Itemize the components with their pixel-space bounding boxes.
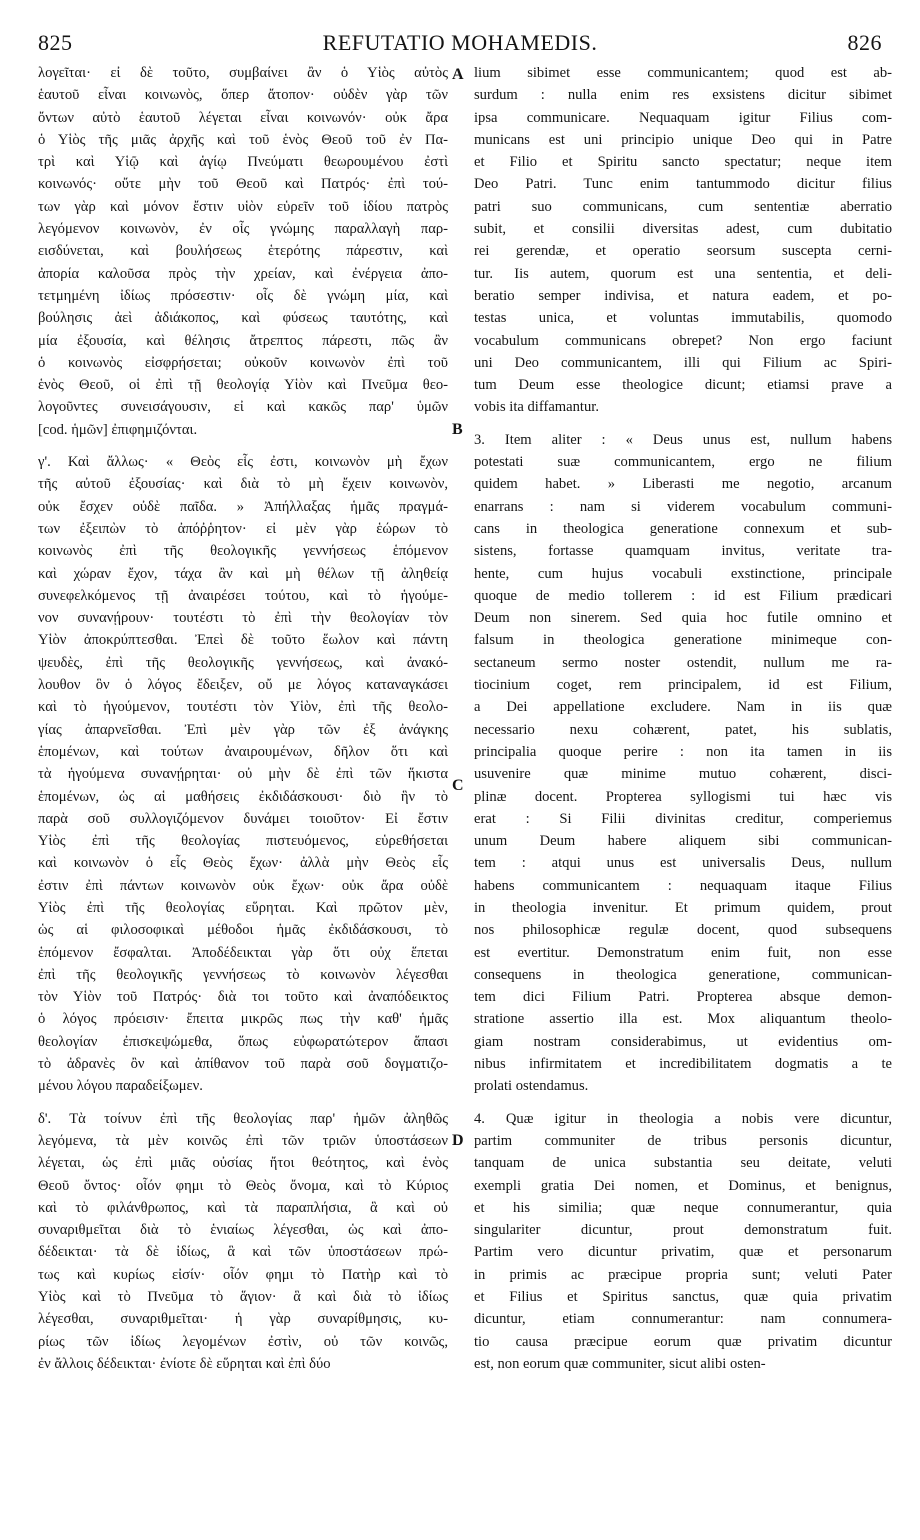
greek-text-line: ρίως τῶν ἰδίως λεγομένων ἐστὶν, οὐ τῶν κοινῶς, xyxy=(38,1333,448,1350)
latin-text-line: potestati suæ communicantem, ergo ne filium xyxy=(474,454,892,471)
greek-text-line: οὐκ ἔσχεν οὐδὲ παῖδα. » Ἀπήλλαξας ἡμᾶς πραγμά- xyxy=(38,498,448,515)
greek-text-line: καὶ τὸ φιλάνθρωπος, καὶ τὰ παραπλήσια, ἃ καὶ οὐ xyxy=(38,1199,448,1216)
latin-text-line: patri suo communicans, cum sententiæ aberratio xyxy=(474,198,892,215)
latin-text-line: cans in theologica generatione connexum et sub- xyxy=(474,520,892,537)
greek-text-line: τρὶ καὶ Υἱῷ καὶ ἁγίῳ Πνεύματι θεωρουμένου ἐστὶ xyxy=(38,154,448,171)
latin-text-line: prolati ostendamus. xyxy=(474,1078,589,1095)
latin-text-line: subit, et consilii diversitas adest, cum dubitatio xyxy=(474,221,892,238)
greek-text-line: γίας ἀπαρνεῖσθαι. Ἐπὶ μὲν γὰρ τῶν ἐξ ἀνάγκης xyxy=(38,721,448,738)
greek-text-line: Υἱὸς ἐπὶ τῆς θεολογίας εὕρηται. Καὶ πρῶτον μὲν, xyxy=(38,899,448,916)
greek-text-line: Υἱὸν ἀποκρύπτεσθαι. Ἐπεὶ δὲ τοῦτο ἕωλον καὶ πάντη xyxy=(38,632,448,649)
greek-text-line: ψευδὲς, ἐπὶ τῆς θεολογικῆς γεννήσεως, καὶ ἀνακό- xyxy=(38,654,448,671)
latin-text-line: 3. Item aliter : « Deus unus est, nullum habens xyxy=(474,431,892,448)
latin-text-line: stratione assertio illa est. Mox aliquantum theolo- xyxy=(474,1011,892,1028)
greek-text-line: συναριθμεῖται διὰ τὸ ἑνιαίως λέγεσθαι, ὡς καὶ ἀπο- xyxy=(38,1222,448,1239)
latin-text-line: principalia quoque perire : non ita tamen in iis xyxy=(474,743,892,760)
latin-text-line: quidem habet. » Liberasti me negotio, arcanum xyxy=(474,476,892,493)
latin-text-line: et Filio et Spiritu sancto spectatur; neque item xyxy=(474,154,892,171)
latin-text-line: necessario nexu cohærent, patet, his sublatis, xyxy=(474,721,892,738)
page-number-right: 826 xyxy=(847,30,882,55)
greek-text-line: λεγόμενα, τὰ μὲν κοινῶς ἐπὶ τῶν τριῶν ὑποστάσεων xyxy=(38,1132,448,1149)
greek-text-line: λουθον ὃν ὁ λόγος ἔδειξεν, οὔ με λόγος καταναγκάσει xyxy=(38,677,448,694)
greek-text-line: τὸ ἀδρανὲς ὂν καὶ ἀπίθανον τοῦ παρὰ σοῦ δογματιζο- xyxy=(38,1056,448,1073)
latin-text-line: Partim vero dicuntur privatim, quæ et personarum xyxy=(474,1244,892,1261)
latin-text-line: in primis ac præcipue propria sunt; veluti Pater xyxy=(474,1266,892,1283)
latin-text-line: in theologia invenitur. Et primum quidem, prout xyxy=(474,899,892,916)
greek-text-line: των γὰρ καὶ μόνον ἔστιν υἱὸν εὑρεῖν τοῦ ἰδίου πατρὸς xyxy=(38,198,448,215)
latin-text-line: et his similia; quæ neque connumerantur, quia xyxy=(474,1199,892,1216)
latin-text-line: tem dici Filium Patri. Propterea absque demon- xyxy=(474,989,892,1006)
greek-text-line: ὄντων αὐτὸ ἑαυτοῦ λέγεται εἶναι κοινωνόν· οὐκ ἄρα xyxy=(38,109,448,126)
greek-text-line: ὁ κοινωνὸς εἰσφρήσεται; οὐκοῦν κοινωνὸν ἐπὶ τοῦ xyxy=(38,354,448,371)
latin-text-line: hente, cum hujus vocabuli exstinctione, principale xyxy=(474,565,892,582)
greek-text-line: λεγόμενον κοινωνὸν, ἐν οἷς γνώμης παραλλαγὴ παρ- xyxy=(38,221,448,238)
latin-text-line: vobis ita diffamantur. xyxy=(474,399,599,416)
greek-text-line: καὶ κοινωνὸν ὁ εἷς Θεὸς ἔχων· ἀλλὰ μὴν Θεὸς εἷς xyxy=(38,855,448,872)
greek-text-line: λέγεσθαι, συναριθμεῖται· ἡ γὰρ συναρίθμησις, κυ- xyxy=(38,1311,448,1328)
latin-text-line: sistens, fortasse quamquam invitus, veritate tra- xyxy=(474,543,892,560)
greek-text-line: μένου λόγου παραδείξωμεν. xyxy=(38,1078,203,1095)
greek-text-line: ὡς αἱ φιλοσοφικαὶ μέθοδοι ἡμᾶς ἐκδιδάσκουσι, τὸ xyxy=(38,922,448,939)
greek-text-line: τετμημένη ἰδίως πρόσεστιν· οἷς δὲ γνώμη μία, καὶ xyxy=(38,287,448,304)
latin-text-line: giam nostram considerabimus, ut evidentius om- xyxy=(474,1033,892,1050)
greek-text-line: καὶ τὸ ἡγούμενον, τουτέστι τὸν Υἱὸν, ἐπὶ τῆς θεολο- xyxy=(38,699,448,716)
greek-text-line: γ'. Καὶ ἄλλως· « Θεὸς εἷς ἐστι, κοινωνὸν μὴ ἔχων xyxy=(38,454,448,471)
latin-text-line: usuvenire quæ minime mutuo cohærent, disci- xyxy=(474,766,892,783)
latin-text-line: municans est uni principio unique Deo qui in Patre xyxy=(474,131,892,148)
greek-text-line: θεολογίαν ἐπισκεψώμεθα, ὅπως εὐφωρατώτερον ἅπασι xyxy=(38,1033,448,1050)
margin-letter-c: C xyxy=(452,777,464,794)
page-header xyxy=(36,30,884,60)
greek-text-line: παρὰ σοῦ συλλογιζόμενον δυνάμει τοιοῦτον· Εἰ ἔστιν xyxy=(38,810,448,827)
latin-text-line: 4. Quæ igitur in theologia a nobis vere dicuntur, xyxy=(474,1110,892,1127)
greek-text-line xyxy=(38,441,448,451)
greek-text-line: τὸν Υἱὸν τοῦ Πατρός· διὰ τοι τοῦτο καὶ ἀναπόδεικτος xyxy=(38,989,448,1006)
latin-text-line xyxy=(474,419,892,429)
latin-text-line: falsum in theologica generatione minimeque con- xyxy=(474,632,892,649)
greek-text-line: ἐπὶ τῆς θεολογικῆς γεννήσεως τὸ κοινωνὸν λέγεσθαι xyxy=(38,966,448,983)
latin-text-line: Deum non sinerem. Sed quia hoc futile omnino et xyxy=(474,610,892,627)
greek-text-line: Υἱὸς ἐπὶ τῆς θεολογίας πιστευόμενος, εὑρεθήσεται xyxy=(38,833,448,850)
greek-text-line: ὁ Υἱὸς τῆς μιᾶς ἀρχῆς καὶ τοῦ ἑνὸς Θεοῦ τοῦ ἐν Πα- xyxy=(38,131,448,148)
page-number-left: 825 xyxy=(38,30,73,55)
greek-text-line: ἐν ἄλλοις δέδεικται· ἐνίοτε δὲ εὕρηται καὶ ἐπὶ δύο xyxy=(38,1355,331,1372)
latin-text-line: tiocinium coget, rem principalem, id est Filium, xyxy=(474,677,892,694)
greek-text-line: Υἱὸς καὶ τὸ Πνεῦμα τὸ ἅγιον· ἃ καὶ διὰ τὸ ἰδίως xyxy=(38,1289,448,1306)
latin-text-line: tio causa præcipue eorum quæ privatim dicuntur xyxy=(474,1333,892,1350)
greek-text-line: κοινωνός· οὔτε μὴν τοῦ Θεοῦ καὶ Πατρός· ἐπὶ τού- xyxy=(38,176,448,193)
latin-text-line: tum Deum esse theologice dicunt; etiamsi prave a xyxy=(474,377,892,394)
latin-text-line: testas unica, et voluntas immutabilis, quomodo xyxy=(474,310,892,327)
margin-letter-a: A xyxy=(452,66,464,83)
latin-text-line: tur. Iis autem, quorum est una sententia, et deli- xyxy=(474,265,892,282)
latin-text-line: uni Deo communicantem, illi qui Filium ac Spiri- xyxy=(474,354,892,371)
latin-text-line: a Dei appellatione excludere. Nam in iis quæ xyxy=(474,699,892,716)
latin-text-line: tem : atqui unus est universalis Deus, nullum xyxy=(474,855,892,872)
greek-text-line: λογεῖται· εἰ δὲ τοῦτο, συμβαίνει ἂν ὁ Υἱὸς αὐτὸς xyxy=(38,65,448,81)
greek-text-line: ἑπόμενον ἔσφαλται. Ἀποδέδεικται γὰρ ὅτι οὐχ ἕπεται xyxy=(38,944,448,961)
latin-text-column xyxy=(474,62,892,1375)
latin-text-line: singulariter dicuntur, prout demonstratum fuit. xyxy=(474,1222,892,1239)
latin-text-line: nos philosophicæ regulæ docent, quod subsequens xyxy=(474,922,892,939)
latin-text-line xyxy=(474,1098,892,1108)
latin-text-line: vocabulum communicans obrepet? Non ergo faciunt xyxy=(474,332,892,349)
latin-text-line: exempli gratia Dei nomen, et Dominus, et benignus, xyxy=(474,1177,892,1194)
greek-text-line: νον συνανῄρουν· τουτέστι τὸ ἐπὶ τὴν θεολογίαν τὸν xyxy=(38,610,448,627)
greek-text-line: τὰ ἡγούμενα συνανῄρηται· οὐ μὴν δὲ ἐπὶ τῶν ἥκιστα xyxy=(38,766,448,783)
greek-text-line: ἑνὸς Θεοῦ, οἱ ἐπὶ τῇ θεολογίᾳ Υἱὸν καὶ Πνεῦμα θεο- xyxy=(38,377,448,394)
greek-text-line: δέδεικται· τὰ δὲ ἰδίως, ἃ καὶ τῶν ὑποστάσεων πρώ- xyxy=(38,1244,448,1261)
latin-text-line: sectaneum sermo noster ostendit, nullum me ra- xyxy=(474,654,892,671)
latin-text-line: tanquam de unica substantia seu deitate, veluti xyxy=(474,1155,892,1172)
greek-text-line: λέγεται, ὡς ἐπὶ μιᾶς οὐσίας ἤτοι θεότητος, καὶ ἑνὸς xyxy=(38,1155,448,1172)
greek-text-line: ἑπομένων, ὡς αἱ μαθήσεις ἐκδιδάσκουσι· διὸ ἣν τὸ xyxy=(38,788,448,805)
latin-text-line: enarrans : nam si viderem vocabulum communi- xyxy=(474,498,892,515)
running-title: REFUTATIO MOHAMEDIS. xyxy=(322,30,598,55)
margin-letter-b: B xyxy=(452,421,463,438)
greek-text-line: [cod. ἡμῶν] ἐπιφημιζόνται. xyxy=(38,421,198,438)
latin-text-line: erat : Si Filii divinitas creditur, comperiemus xyxy=(474,810,892,827)
latin-text-line: nibus infirmitatem et incredibilitatem dogmatis a te xyxy=(474,1056,892,1073)
latin-text-line: consequens in theologica generatione, communican- xyxy=(474,966,892,983)
latin-text-line: ipsa communicare. Nequaquam igitur Filius com- xyxy=(474,109,892,126)
latin-text-line: surdum : nulla enim res exsistens dicitur sibimet xyxy=(474,87,892,104)
latin-text-line: lium sibimet esse communicantem; quod est ab- xyxy=(474,65,892,81)
greek-text-line: κοινωνὸς ἐπὶ τῆς θεολογικῆς γεννήσεως ἑπόμενον xyxy=(38,543,448,560)
margin-letter-d: D xyxy=(452,1132,464,1149)
greek-text-line: συνεφελκόμενος τῇ ἀναιρέσει τούτου, καὶ τὸ ἡγούμε- xyxy=(38,587,448,604)
latin-text-line: est evertitur. Demonstratum enim fuit, non esse xyxy=(474,944,892,961)
greek-text-line: μία ἐξουσία, καὶ θέλησις ἄτρεπτος πάρεστι, πῶς ἂν xyxy=(38,332,448,349)
greek-text-line: Θεοῦ ὄντος· οἷόν φημι τὸ Θεὸς ὄνομα, καὶ τὸ Κύριος xyxy=(38,1177,448,1194)
latin-text-line: quoque de medio tollerem : id est Filium prædicari xyxy=(474,587,892,604)
greek-text-line: λογοῦντες συνεισάγουσιν, εἰ καὶ κακῶς παρ' ὑμῶν xyxy=(38,399,448,416)
greek-text-line: ὁ λόγος πρόεισιν· ἔπειτα μικρῶς πως τὴν καθ' ἡμᾶς xyxy=(38,1011,448,1028)
latin-text-line: beratio semper indivisa, et natura eadem, et po- xyxy=(474,287,892,304)
latin-text-line: dicuntur, etiam connumerantur: nam connumera- xyxy=(474,1311,892,1328)
greek-text-line: ἑαυτοῦ εἶναι κοινωνὸς, ὅπερ ἄτοπον· οὐδὲν γὰρ τῶν xyxy=(38,87,448,104)
greek-text-line: ἐστιν ἐπὶ πάντων κοινωνὸν οὐκ ἔχων· οὐκ ἄρα οὐδὲ xyxy=(38,877,448,894)
greek-text-line: τῆς αὐτοῦ ἐξουσίας· καὶ διὰ τὸ μὴ ἔχειν κοινωνὸν, xyxy=(38,476,448,493)
greek-text-line: δ'. Τὰ τοίνυν ἐπὶ τῆς θεολογίας παρ' ἡμῶν ἀληθῶς xyxy=(38,1110,448,1127)
greek-text-column xyxy=(38,62,448,1375)
latin-text-line: plinæ docent. Propterea syllogismi tui hæc vis xyxy=(474,788,892,805)
latin-text-line: est, non eorum quæ communiter, sicut alibi osten- xyxy=(474,1355,766,1372)
latin-text-line: et Filius et Spiritus sanctus, quæ quia privatim xyxy=(474,1289,892,1306)
latin-text-line: partim communiter de tribus personis dicuntur, xyxy=(474,1132,892,1149)
greek-text-line xyxy=(38,1098,448,1108)
greek-text-line: εισδύνεται, καὶ βουλήσεως ἑτερότης πάρεστιν, καὶ xyxy=(38,243,448,260)
greek-text-line: ἑπομένων, καὶ τούτων ἀναιρουμένων, δῆλον ὅτι καὶ xyxy=(38,743,448,760)
latin-text-line: Deo Patri. Tunc enim tantummodo dicitur filius xyxy=(474,176,892,193)
latin-text-line: habens communicantem : nequaquam itaque Filius xyxy=(474,877,892,894)
greek-text-line: τως καὶ κυρίως εἰσίν· οἷόν φημι τὸ Πατὴρ καὶ τὸ xyxy=(38,1266,448,1283)
greek-text-line: των ἐξειπὼν τὸ ἀπόῤῥητον· εἰ μὲν γὰρ ἑώρων τὸ xyxy=(38,520,448,537)
latin-text-line: rei gerendæ, et operatio seorsum suscepta cerni- xyxy=(474,243,892,260)
greek-text-line: καὶ χώραν ἔχον, τάχα ἂν καὶ μὴ θέλων τῇ ἀληθείᾳ xyxy=(38,565,448,582)
latin-text-line: unum Deum habere aliquem sibi communican- xyxy=(474,833,892,850)
greek-text-line: ἀπορία καλοῦσα πρὸς τὴν χρείαν, καὶ ἐνέργεια ἀπο- xyxy=(38,265,448,282)
greek-text-line: βούλησις ἀεὶ ἀδιάκοπος, καὶ φύσεως ταυτότης, καὶ xyxy=(38,310,448,327)
